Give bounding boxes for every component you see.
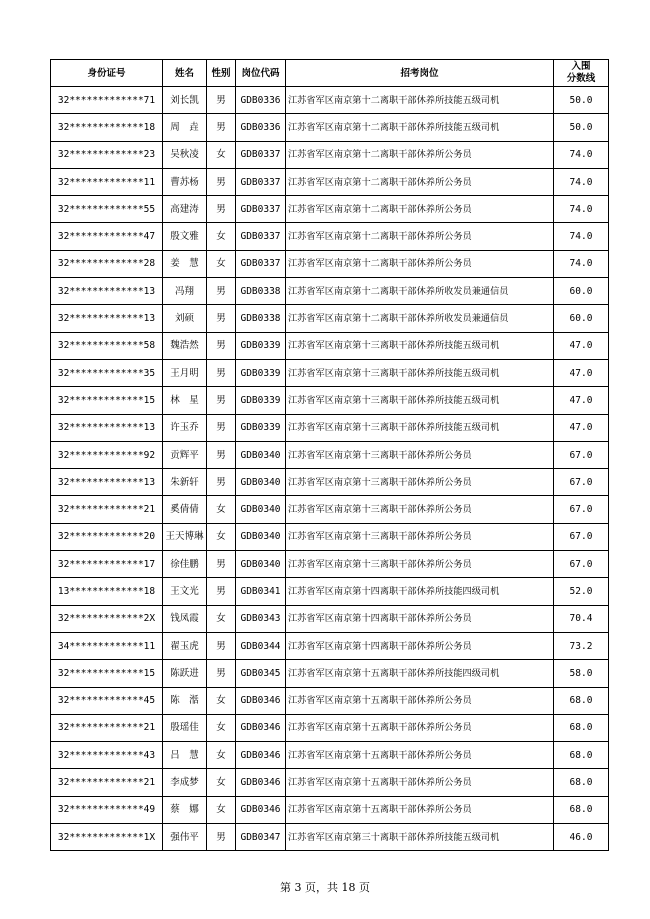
cell-cutoff-score: 68.0 [554,796,609,823]
cell-sex: 男 [207,114,236,141]
cell-name: 王文光 [163,578,207,605]
cell-post-title: 江苏省军区南京第十三离职干部休养所公务员 [286,469,554,496]
cell-post-title: 江苏省军区南京第十二离职干部休养所公务员 [286,250,554,277]
cell-id-number: 34*************11 [51,632,163,659]
cell-post-code: GDB0340 [236,523,286,550]
cell-name: 贡辉平 [163,441,207,468]
cell-cutoff-score: 47.0 [554,359,609,386]
cell-post-code: GDB0339 [236,414,286,441]
cell-sex: 女 [207,523,236,550]
cell-id-number: 32*************1X [51,824,163,851]
header-sex: 性别 [207,60,236,87]
cell-post-title: 江苏省军区南京第十二离职干部休养所公务员 [286,168,554,195]
table-row [51,496,609,523]
cell-post-code: GDB0340 [236,441,286,468]
cell-sex: 男 [207,578,236,605]
table-row [51,605,609,632]
cell-name: 殷瑶佳 [163,714,207,741]
cell-id-number: 32*************23 [51,141,163,168]
cell-post-title: 江苏省军区南京第十二离职干部休养所技能五级司机 [286,87,554,114]
table-row [51,250,609,277]
cell-sex: 女 [207,141,236,168]
table-row [51,114,609,141]
cell-post-title: 江苏省军区南京第十二离职干部休养所公务员 [286,141,554,168]
cell-name: 周 垚 [163,114,207,141]
cell-id-number: 32*************55 [51,196,163,223]
cell-id-number: 32*************45 [51,687,163,714]
cell-sex: 男 [207,414,236,441]
cell-post-title: 江苏省军区南京第十二离职干部休养所收发员兼通信员 [286,278,554,305]
cell-name: 王月明 [163,359,207,386]
cell-cutoff-score: 67.0 [554,441,609,468]
table-header-row [51,60,609,87]
cell-post-code: GDB0341 [236,578,286,605]
cell-sex: 男 [207,168,236,195]
candidate-table [50,59,609,851]
table-row [51,523,609,550]
cell-post-title: 江苏省军区南京第十三离职干部休养所公务员 [286,551,554,578]
table-row [51,796,609,823]
cell-cutoff-score: 68.0 [554,769,609,796]
cell-cutoff-score: 60.0 [554,305,609,332]
cell-post-code: GDB0345 [236,660,286,687]
cell-post-code: GDB0339 [236,359,286,386]
table-row [51,578,609,605]
cell-name: 许玉乔 [163,414,207,441]
cell-post-title: 江苏省军区南京第十五离职干部休养所技能四级司机 [286,660,554,687]
cell-sex: 男 [207,551,236,578]
table-row [51,87,609,114]
cell-post-title: 江苏省军区南京第十四离职干部休养所技能四级司机 [286,578,554,605]
table-body [51,87,609,851]
cell-post-code: GDB0339 [236,387,286,414]
table-row [51,278,609,305]
cell-post-title: 江苏省军区南京第十三离职干部休养所公务员 [286,496,554,523]
cell-cutoff-score: 68.0 [554,742,609,769]
cell-sex: 男 [207,660,236,687]
cell-name: 吴秋凌 [163,141,207,168]
table-row [51,414,609,441]
header-post-code: 岗位代码 [236,60,286,87]
cell-id-number: 32*************28 [51,250,163,277]
cell-cutoff-score: 73.2 [554,632,609,659]
cell-post-code: GDB0337 [236,223,286,250]
cell-name: 曹苏杨 [163,168,207,195]
cell-name: 姜 慧 [163,250,207,277]
cell-post-title: 江苏省军区南京第十五离职干部休养所公务员 [286,769,554,796]
cell-cutoff-score: 67.0 [554,523,609,550]
cell-name: 林 星 [163,387,207,414]
table-row [51,660,609,687]
cell-cutoff-score: 46.0 [554,824,609,851]
table-row [51,714,609,741]
cell-cutoff-score: 50.0 [554,114,609,141]
cell-id-number: 32*************71 [51,87,163,114]
cell-cutoff-score: 58.0 [554,660,609,687]
cell-sex: 男 [207,196,236,223]
cell-post-title: 江苏省军区南京第十三离职干部休养所技能五级司机 [286,387,554,414]
cell-post-code: GDB0336 [236,87,286,114]
cell-name: 强伟平 [163,824,207,851]
header-cutoff-score: 入围 分数线 [554,60,609,87]
cell-name: 蔡 娜 [163,796,207,823]
cell-name: 奚倩倩 [163,496,207,523]
cell-post-title: 江苏省军区南京第十三离职干部休养所公务员 [286,441,554,468]
cell-name: 刘长凯 [163,87,207,114]
cell-cutoff-score: 68.0 [554,714,609,741]
cell-sex: 男 [207,632,236,659]
cell-post-code: GDB0337 [236,168,286,195]
cell-name: 陈 湉 [163,687,207,714]
cell-sex: 女 [207,496,236,523]
cell-post-code: GDB0339 [236,332,286,359]
cell-name: 殷文雅 [163,223,207,250]
cell-name: 钱凤霞 [163,605,207,632]
cell-sex: 女 [207,769,236,796]
cell-id-number: 32*************15 [51,660,163,687]
table-row [51,305,609,332]
cell-id-number: 13*************18 [51,578,163,605]
table-row [51,742,609,769]
cell-post-code: GDB0346 [236,714,286,741]
cell-name: 李成梦 [163,769,207,796]
cell-post-title: 江苏省军区南京第十五离职干部休养所公务员 [286,714,554,741]
cell-sex: 男 [207,824,236,851]
table-row [51,632,609,659]
cell-post-code: GDB0340 [236,496,286,523]
table-row [51,387,609,414]
cell-post-title: 江苏省军区南京第三十离职干部休养所技能五级司机 [286,824,554,851]
cell-sex: 女 [207,223,236,250]
table-row [51,141,609,168]
cell-name: 冯翔 [163,278,207,305]
cell-cutoff-score: 74.0 [554,196,609,223]
cell-post-code: GDB0346 [236,687,286,714]
cell-name: 吕 慧 [163,742,207,769]
cell-sex: 女 [207,250,236,277]
cell-name: 朱新轩 [163,469,207,496]
cell-post-code: GDB0343 [236,605,286,632]
cell-id-number: 32*************15 [51,387,163,414]
cell-sex: 男 [207,441,236,468]
cell-id-number: 32*************20 [51,523,163,550]
cell-cutoff-score: 60.0 [554,278,609,305]
cell-id-number: 32*************17 [51,551,163,578]
cell-post-code: GDB0338 [236,278,286,305]
table-row [51,687,609,714]
cell-post-code: GDB0337 [236,196,286,223]
cell-post-title: 江苏省军区南京第十五离职干部休养所公务员 [286,796,554,823]
table-row [51,441,609,468]
cell-name: 翟玉虎 [163,632,207,659]
table-row [51,469,609,496]
cell-cutoff-score: 47.0 [554,387,609,414]
cell-sex: 女 [207,742,236,769]
cell-post-title: 江苏省军区南京第十三离职干部休养所公务员 [286,523,554,550]
cell-sex: 男 [207,332,236,359]
cell-name: 魏浩然 [163,332,207,359]
table-row [51,196,609,223]
cell-name: 高建涛 [163,196,207,223]
cell-sex: 男 [207,87,236,114]
cell-cutoff-score: 74.0 [554,141,609,168]
cell-id-number: 32*************58 [51,332,163,359]
cell-post-code: GDB0344 [236,632,286,659]
cell-sex: 男 [207,278,236,305]
cell-id-number: 32*************21 [51,496,163,523]
cell-id-number: 32*************2X [51,605,163,632]
cell-cutoff-score: 68.0 [554,687,609,714]
cell-id-number: 32*************92 [51,441,163,468]
cell-post-code: GDB0346 [236,796,286,823]
cell-cutoff-score: 47.0 [554,414,609,441]
cell-sex: 男 [207,359,236,386]
cell-sex: 女 [207,605,236,632]
cell-post-title: 江苏省军区南京第十二离职干部休养所技能五级司机 [286,114,554,141]
cell-cutoff-score: 70.4 [554,605,609,632]
cell-cutoff-score: 67.0 [554,469,609,496]
cell-sex: 女 [207,796,236,823]
cell-post-title: 江苏省军区南京第十四离职干部休养所公务员 [286,632,554,659]
cell-post-title: 江苏省军区南京第十二离职干部休养所公务员 [286,196,554,223]
table-row [51,824,609,851]
cell-post-code: GDB0337 [236,250,286,277]
cell-cutoff-score: 52.0 [554,578,609,605]
header-id-number: 身份证号 [51,60,163,87]
cell-sex: 男 [207,387,236,414]
cell-post-title: 江苏省军区南京第十二离职干部休养所公务员 [286,223,554,250]
table-row [51,332,609,359]
cell-id-number: 32*************43 [51,742,163,769]
cell-post-title: 江苏省军区南京第十三离职干部休养所技能五级司机 [286,332,554,359]
cell-id-number: 32*************13 [51,469,163,496]
cell-cutoff-score: 47.0 [554,332,609,359]
table-row [51,168,609,195]
header-name: 姓名 [163,60,207,87]
cell-cutoff-score: 50.0 [554,87,609,114]
cell-name: 陈跃进 [163,660,207,687]
cell-id-number: 32*************13 [51,278,163,305]
cell-id-number: 32*************35 [51,359,163,386]
table-row [51,551,609,578]
cell-post-code: GDB0346 [236,769,286,796]
cell-id-number: 32*************21 [51,714,163,741]
cell-id-number: 32*************18 [51,114,163,141]
cell-post-title: 江苏省军区南京第十五离职干部休养所公务员 [286,687,554,714]
cell-post-title: 江苏省军区南京第十二离职干部休养所收发员兼通信员 [286,305,554,332]
table-row [51,769,609,796]
table-row [51,359,609,386]
cell-name: 徐佳鹏 [163,551,207,578]
table-row [51,223,609,250]
cell-post-code: GDB0338 [236,305,286,332]
cell-id-number: 32*************11 [51,168,163,195]
cell-id-number: 32*************49 [51,796,163,823]
cell-post-code: GDB0340 [236,469,286,496]
cell-name: 刘硕 [163,305,207,332]
cell-cutoff-score: 67.0 [554,551,609,578]
cell-post-code: GDB0340 [236,551,286,578]
cell-cutoff-score: 74.0 [554,223,609,250]
cell-name: 王天博琳 [163,523,207,550]
cell-id-number: 32*************13 [51,414,163,441]
cell-cutoff-score: 74.0 [554,168,609,195]
cell-post-code: GDB0347 [236,824,286,851]
header-post-title: 招考岗位 [286,60,554,87]
cell-post-code: GDB0337 [236,141,286,168]
cell-id-number: 32*************47 [51,223,163,250]
cell-sex: 女 [207,714,236,741]
cell-id-number: 32*************13 [51,305,163,332]
cell-sex: 男 [207,305,236,332]
cell-cutoff-score: 74.0 [554,250,609,277]
cell-post-title: 江苏省军区南京第十三离职干部休养所技能五级司机 [286,414,554,441]
cell-sex: 男 [207,469,236,496]
cell-post-title: 江苏省军区南京第十四离职干部休养所公务员 [286,605,554,632]
cell-post-code: GDB0336 [236,114,286,141]
cell-post-title: 江苏省军区南京第十五离职干部休养所公务员 [286,742,554,769]
cell-post-title: 江苏省军区南京第十三离职干部休养所技能五级司机 [286,359,554,386]
cell-post-code: GDB0346 [236,742,286,769]
cell-cutoff-score: 67.0 [554,496,609,523]
page-number-footer: 第 3 页，共 18 页 [280,881,370,894]
cell-id-number: 32*************21 [51,769,163,796]
cell-sex: 女 [207,687,236,714]
